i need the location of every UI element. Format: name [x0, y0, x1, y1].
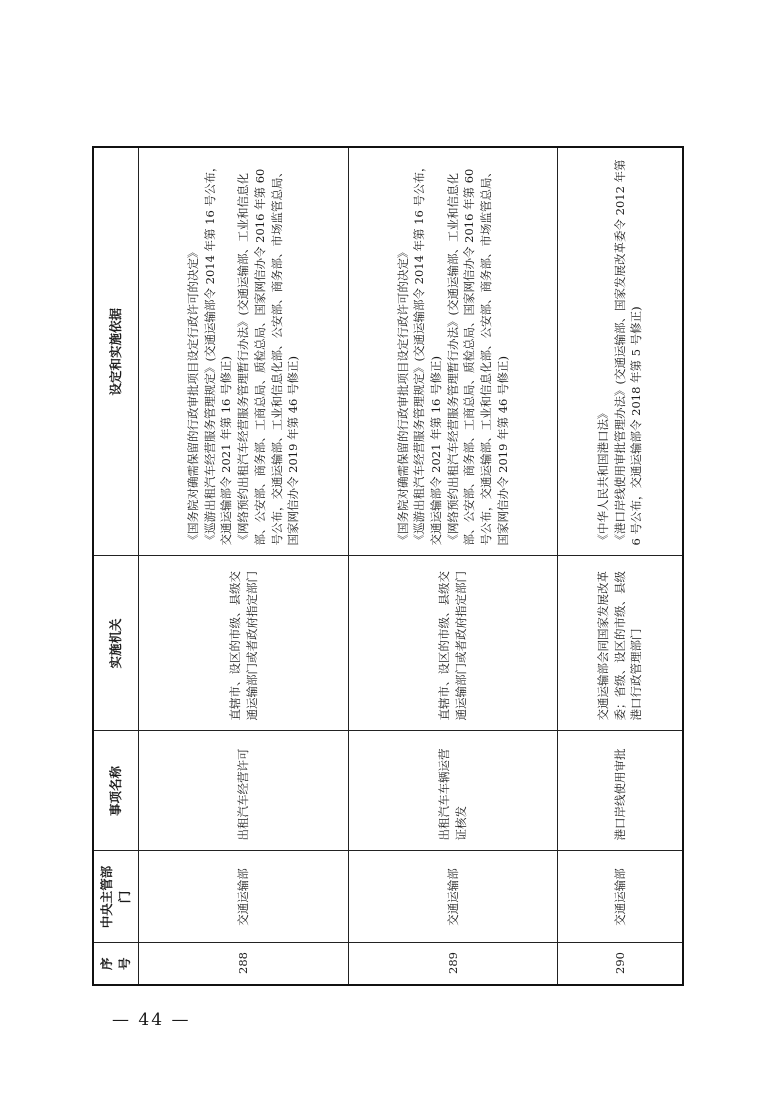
basis-line: 《网络预约出租汽车经营服务管理暂行办法》(交通运输部、工业和信息化部、公安部、商务部、工商总局、质检总局、国家网信办令 2016 年第 60 号公布，交通运输部、工业和信息化部、公安部、商务部、市场监管总局、国家网信办令 2019 年第 46 号修正) [445, 166, 510, 546]
rotated-table-container [92, 148, 684, 986]
basis-line: 《中华人民共和国港口法》 [596, 407, 611, 546]
table-row [558, 147, 683, 985]
cell-agency: 交通运输部会同国家发展改革委；省级、设区的市级、县级港口行政管理部门 [558, 556, 683, 731]
cell-agency: 直辖市、设区的市级、县级交通运输部门或者政府指定部门 [348, 556, 558, 731]
table-header-row [93, 147, 139, 985]
cell-name: 出租汽车经营许可 [139, 731, 349, 851]
cell-agency: 直辖市、设区的市级、县级交通运输部门或者政府指定部门 [139, 556, 349, 731]
page-number: — 44 — [112, 1010, 191, 1030]
basis-line: 《港口岸线使用审批管理办法》(交通运输部、国家发展改革委令 2012 年第 6 号公布，交通运输部令 2018 年第 5 号修正) [612, 159, 644, 546]
header-seq: 序号 [93, 943, 139, 985]
cell-basis [139, 147, 349, 556]
basis-line: 《国务院对确需保留的行政审批项目设定行政许可的决定》 [395, 246, 410, 546]
header-basis: 设定和实施依据 [93, 147, 139, 556]
table-row [139, 147, 349, 985]
cell-dept: 交通运输部 [348, 851, 558, 943]
cell-dept: 交通运输部 [558, 851, 683, 943]
table-row [348, 147, 558, 985]
header-name: 事项名称 [93, 731, 139, 851]
cell-seq: 289 [348, 943, 558, 985]
cell-name: 港口岸线使用审批 [558, 731, 683, 851]
basis-line: 《网络预约出租汽车经营服务管理暂行办法》(交通运输部、工业和信息化部、公安部、商务部、工商总局、质检总局、国家网信办令 2016 年第 60 号公布，交通运输部、工业和信息化部、公安部、商务部、市场监管总局、国家网信办令 2019 年第 46 号修正) [236, 166, 301, 546]
basis-line: 《巡游出租汽车经营服务管理规定》(交通运输部令 2014 年第 16 号公布，交通运输部令 2021 年第 16 号修正) [202, 160, 234, 546]
basis-line: 《巡游出租汽车经营服务管理规定》(交通运输部令 2014 年第 16 号公布，交通运输部令 2021 年第 16 号修正) [412, 160, 443, 546]
basis-line: 《国务院对确需保留的行政审批项目设定行政许可的决定》 [186, 246, 201, 546]
cell-seq: 290 [558, 943, 683, 985]
cell-basis [558, 147, 683, 556]
cell-seq: 288 [139, 943, 349, 985]
cell-dept: 交通运输部 [139, 851, 349, 943]
approval-items-table [92, 146, 684, 986]
cell-basis [348, 147, 558, 556]
header-agency: 实施机关 [93, 556, 139, 731]
header-dept: 中央主管部门 [93, 851, 139, 943]
cell-name: 出租汽车车辆运营证核发 [348, 731, 558, 851]
